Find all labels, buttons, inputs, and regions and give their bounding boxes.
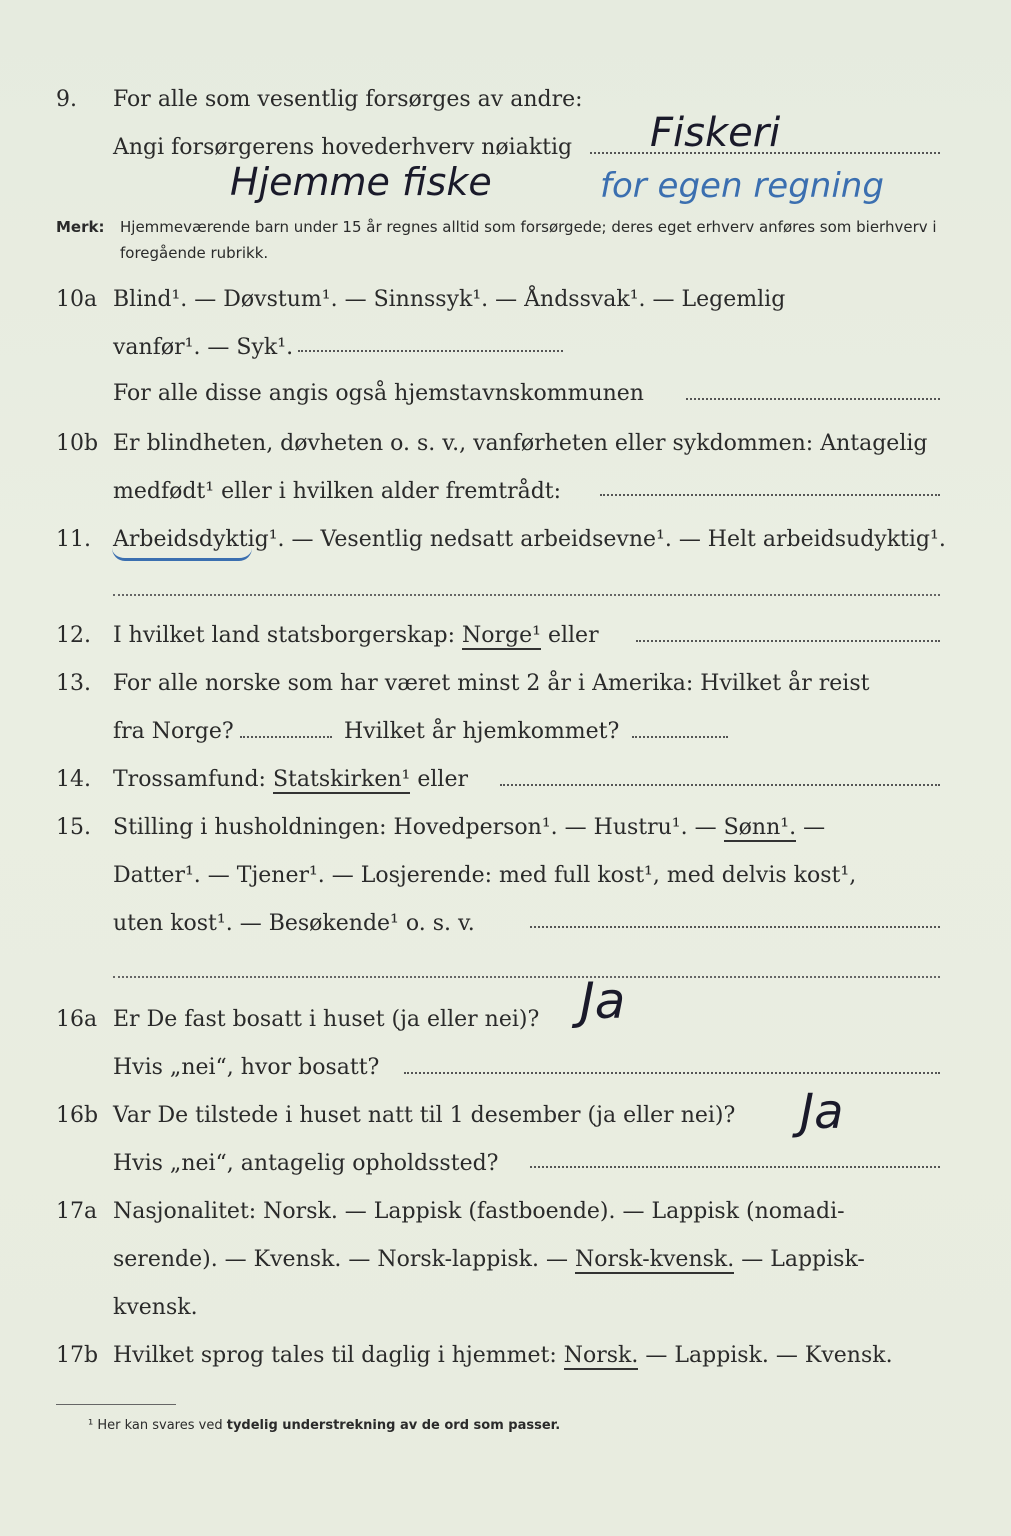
q16a-answer-line xyxy=(404,1072,940,1074)
q17a-line1 xyxy=(0,1192,1011,1232)
q14-question-wrap xyxy=(113,760,941,800)
q14-answer-line xyxy=(500,784,940,786)
q9-handwritten-answer: Fiskeri xyxy=(650,110,781,156)
q11-number: 11. xyxy=(56,527,91,552)
q15-option-sonn: Sønn¹. xyxy=(723,815,797,840)
q9-line1 xyxy=(0,80,1011,120)
q16b-answer-line xyxy=(530,1166,940,1168)
q17a-question-cont-wrap xyxy=(113,1240,941,1280)
q14-number: 14. xyxy=(56,767,91,792)
q17b-other-options: — Lappisk. — Kvensk. xyxy=(645,1343,893,1368)
q17a-line2 xyxy=(0,1240,1011,1280)
q17b-question-wrap xyxy=(113,1336,941,1376)
q13-returned-line xyxy=(632,736,728,738)
q15-line2 xyxy=(0,856,1011,896)
q15-answer-line xyxy=(530,926,940,928)
q10b-line1 xyxy=(0,424,1011,464)
q13-left-norway-line xyxy=(240,736,332,738)
q17a-option-norsk-kvensk: Norsk-kvensk. xyxy=(574,1247,735,1272)
q9-line2 xyxy=(0,128,1011,168)
q10a-home-municipality-label: For alle disse angis også hjemstavnskommunen xyxy=(113,381,644,406)
q15-number: 15. xyxy=(56,815,91,840)
q16a-residence-label: Hvis „nei“, hvor bosatt? xyxy=(113,1055,380,1080)
q10a-municipality-line xyxy=(686,398,940,400)
q17a-question-cont-3: kvensk. xyxy=(113,1295,198,1320)
q16b-number: 16b xyxy=(56,1103,99,1128)
q12-answer-line xyxy=(636,640,940,642)
q16a-number: 16a xyxy=(56,1007,98,1032)
q15-line1 xyxy=(0,808,1011,848)
q17a-number: 17a xyxy=(56,1199,98,1224)
q16b-line2 xyxy=(0,1144,1011,1184)
q17a-question: Nasjonalitet: Norsk. — Lappisk (fastboende). — Lappisk (nomadi- xyxy=(113,1199,845,1224)
q10a-line1 xyxy=(0,280,1011,320)
q17b-line xyxy=(0,1336,1011,1376)
q10a-line3 xyxy=(0,374,1011,414)
q13-line1 xyxy=(0,664,1011,704)
footnote xyxy=(88,1418,560,1433)
footnote-bold-text: tydelig understrekning av de ord som passer. xyxy=(226,1418,561,1433)
q11-answer-line xyxy=(113,594,940,596)
q17a-question-cont-2: — Lappisk- xyxy=(741,1247,865,1272)
q13-line2 xyxy=(0,712,1011,752)
q16b-handwritten-answer: Ja xyxy=(800,1084,844,1140)
q12-line xyxy=(0,616,1011,656)
q11-question: Arbeidsdyktig¹. — Vesentlig nedsatt arbeidsevne¹. — Helt arbeidsudyktig¹. xyxy=(113,527,946,552)
q12-question-wrap xyxy=(113,616,941,656)
merk-text: Hjemmeværende barn under 15 år regnes alltid som forsørgede; deres eget erhverv anføres som bierhverv i foregående rubrikk. xyxy=(120,218,937,262)
q17b-option-norsk: Norsk. xyxy=(563,1343,639,1368)
q15-question: Stilling i husholdningen: Hovedperson¹. — Hustru¹. — xyxy=(113,815,717,840)
q13-question: For alle norske som har været minst 2 år i Amerika: Hvilket år reist xyxy=(113,671,870,696)
q9-handwritten-answer-2: Hjemme fiske xyxy=(230,160,492,204)
q10b-question-cont: medfødt¹ eller i hvilken alder fremtrådt: xyxy=(113,479,562,504)
q10a-question-cont: vanfør¹. — Syk¹. xyxy=(113,335,294,360)
merk-label: Merk: xyxy=(56,218,105,236)
q16a-question: Er De fast bosatt i huset (ja eller nei)? xyxy=(113,1007,540,1032)
q10a-number: 10a xyxy=(56,287,98,312)
q15-question-cont-2: uten kost¹. — Besøkende¹ o. s. v. xyxy=(113,911,475,936)
q9-number: 9. xyxy=(56,87,77,112)
q16b-stay-label: Hvis „nei“, antagelig opholdssted? xyxy=(113,1151,499,1176)
q15-dash: — xyxy=(803,815,826,840)
q11-underline-mark xyxy=(112,548,252,561)
q14-option-statskirken: Statskirken¹ xyxy=(272,767,411,792)
q9-question: For alle som vesentlig forsørges av andre: xyxy=(113,87,583,112)
q10b-number: 10b xyxy=(56,431,99,456)
q10b-answer-line xyxy=(600,494,940,496)
q14-line xyxy=(0,760,1011,800)
q13-number: 13. xyxy=(56,671,91,696)
q10a-question: Blind¹. — Døvstum¹. — Sinnssyk¹. — Åndssvak¹. — Legemlig xyxy=(113,287,786,312)
q15-question-wrap xyxy=(113,808,941,848)
q16b-question: Var De tilstede i huset natt til 1 desember (ja eller nei)? xyxy=(113,1103,736,1128)
q10b-line2 xyxy=(0,472,1011,512)
q14-eller: eller xyxy=(417,767,468,792)
q16a-handwritten-answer: Ja xyxy=(580,972,626,1030)
q15-line3 xyxy=(0,904,1011,944)
q10a-answer-line xyxy=(298,350,563,352)
footnote-text: Her kan svares ved xyxy=(97,1418,223,1433)
q13-left-norway-label: fra Norge? xyxy=(113,719,234,744)
q15-extra-line xyxy=(113,976,940,978)
q9-handwritten-answer-3: for egen regning xyxy=(600,166,884,206)
q12-eller: eller xyxy=(547,623,599,648)
q12-question: I hvilket land statsborgerskap: xyxy=(113,623,456,648)
q15-question-cont: Datter¹. — Tjener¹. — Losjerende: med full kost¹, med delvis kost¹, xyxy=(113,863,857,888)
q12-number: 12. xyxy=(56,623,91,648)
q16a-line2 xyxy=(0,1048,1011,1088)
footnote-mark: ¹ xyxy=(88,1418,94,1433)
q17a-question-cont: serende). — Kvensk. — Norsk-lappisk. — xyxy=(113,1247,568,1272)
q17b-number: 17b xyxy=(56,1343,99,1368)
q16a-line1 xyxy=(0,1000,1011,1040)
q16b-line1 xyxy=(0,1096,1011,1136)
q13-returned-label: Hvilket år hjemkommet? xyxy=(344,719,620,744)
footnote-separator xyxy=(56,1404,176,1405)
q17b-question: Hvilket sprog tales til daglig i hjemmet: xyxy=(113,1343,557,1368)
q17a-line3 xyxy=(0,1288,1011,1328)
q14-question: Trossamfund: xyxy=(113,767,266,792)
q10a-line2 xyxy=(0,328,1011,368)
q10b-question: Er blindheten, døvheten o. s. v., vanførheten eller sykdommen: Antagelig xyxy=(113,431,928,456)
q9-provider-occupation-label: Angi forsørgerens hovederhverv nøiaktig xyxy=(113,135,573,160)
q12-option-norge: Norge¹ xyxy=(462,623,541,648)
